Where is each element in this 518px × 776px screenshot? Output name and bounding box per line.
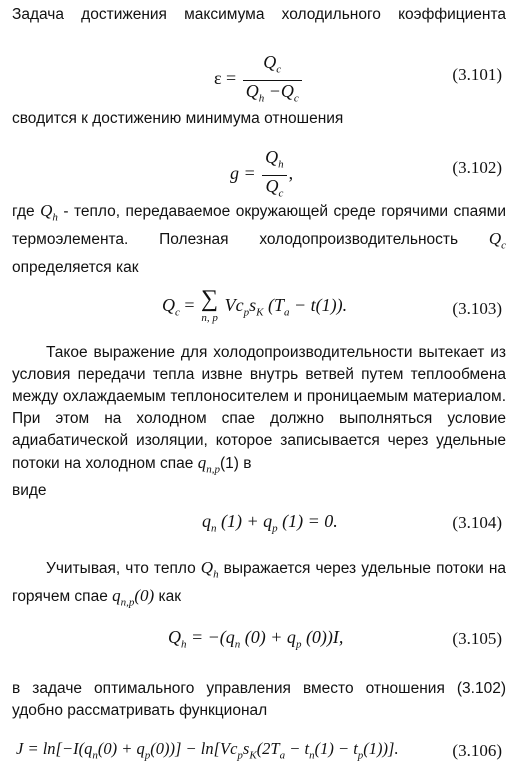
equation-number: (3.101) xyxy=(452,65,502,84)
equation-3-104 xyxy=(12,508,506,548)
fraction: $\frac{Q_h}{Q_c}$ xyxy=(262,147,287,203)
equation-3-101-body: ε = $\frac{Q_c}{Q_h -Q_c}$ xyxy=(214,52,304,108)
equation-3-103 xyxy=(12,288,506,328)
paragraph-intro-text: Задача достижения максимума холодильного коэффициента xyxy=(12,6,506,23)
equation-3-106-body: $J = \ln[-I(q_n(0) + q_p(0))] - \ln[Vc_ps_K(2T_a - t_n(1) - t_p(1))]$. xyxy=(16,739,399,762)
equation-3-106 xyxy=(12,736,506,776)
equation-number: (3.102) xyxy=(452,158,502,177)
equation-3-105 xyxy=(12,624,506,664)
equation-number: (3.103) xyxy=(452,299,502,318)
paragraph-intro xyxy=(12,4,506,26)
paragraph-minimum: сводится к достижению минимума отношения xyxy=(12,110,344,127)
equation-3-103-body: $Q_c$ = ∑ n, p $Vc_ps_K$ $(T_a - t(1))$. xyxy=(162,286,348,324)
fraction: $\frac{Q_c}{Q_h -Q_c}$ xyxy=(243,52,302,108)
paragraph-hot-junction: Учитывая, что тепло $Q_h$ выражается через удельные потоки на горячем спае $q_{n,p}(0)$ как xyxy=(12,558,506,609)
equation-number: (3.106) xyxy=(452,741,502,760)
equation-3-102-body: g = $\frac{Q_h}{Q_c}$ , xyxy=(230,147,293,203)
equation-3-101 xyxy=(12,50,506,105)
sum-symbol: ∑ n, p xyxy=(201,286,219,324)
paragraph-cooling: Такое выражение для холодопроизводительности вытекает из условия передачи тепла извне внутрь ветвей путем теплообмена между охлаждаемым теплоносителем и проницаемым материалом. При этом на холодном спае должно выполняться условие адиабатической изоляции, которое записывается через удельные потоки на холодном спае $q_{n,p}(1)$ в виде xyxy=(12,344,506,500)
equation-3-102 xyxy=(12,145,506,200)
paragraph-functional: в задаче оптимального управления вместо отношения (3.102) удобно рассматривать функционал xyxy=(12,680,506,719)
equation-number: (3.105) xyxy=(452,629,502,648)
equation-3-104-body: $q_n$ $(1) + q_p$ (1) = 0. xyxy=(202,511,338,535)
equation-3-105-body: $Q_h = -(q_n$ $(0) + q_p$ (0))I, xyxy=(168,627,344,651)
paragraph-heat: где $Q_h$ - тепло, передаваемое окружающей среде горячими спаями термоэлемента. Полезная холодопроизводительность $Q_c$ определяется как xyxy=(12,201,506,276)
equation-number: (3.104) xyxy=(452,513,502,532)
